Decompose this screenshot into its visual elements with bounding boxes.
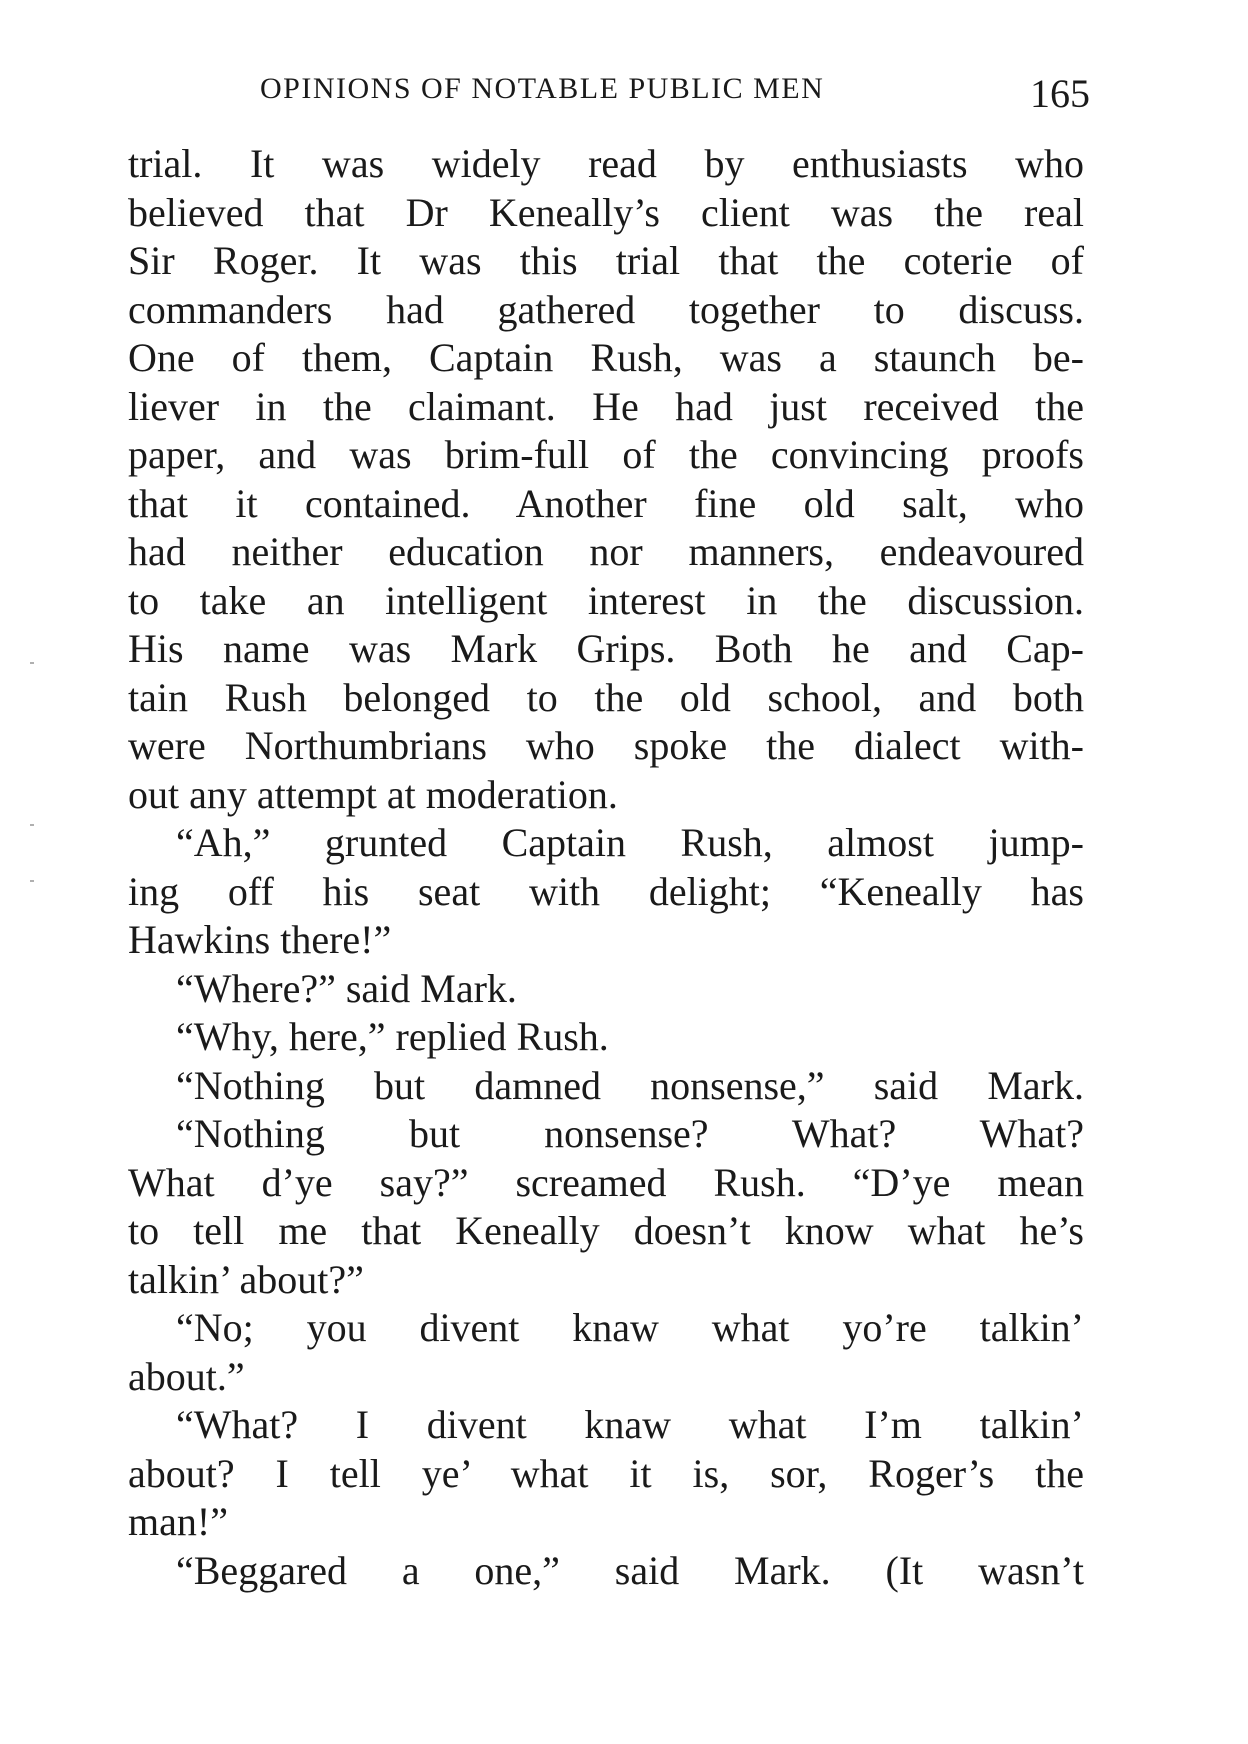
text-line: talkin’ about?”	[128, 1256, 364, 1302]
text-line: “What? I divent knaw what I’m talkin’	[176, 1402, 1084, 1447]
text-line: to take an intelligent interest in the discussion.	[128, 577, 1084, 623]
page-number: 165	[1030, 71, 1090, 116]
text-line: “Why, here,” replied Rush.	[176, 1014, 609, 1059]
text-line: “No; you divent knaw what yo’re talkin’	[176, 1305, 1084, 1350]
text-line: What d’ye say?” screamed Rush. “D’ye mean	[128, 1159, 1084, 1205]
text-line: to tell me that Keneally doesn’t know what he’s	[128, 1208, 1084, 1253]
text-line: man!”	[128, 1499, 228, 1544]
running-title: OPINIONS OF NOTABLE PUBLIC MEN	[260, 72, 825, 105]
text-line: “Nothing but damned nonsense,” said Mark.	[176, 1062, 1084, 1108]
text-line: about.”	[128, 1353, 245, 1399]
text-line: ing off his seat with delight; “Keneally has	[128, 868, 1084, 914]
text-line: “Where?” said Mark.	[176, 965, 517, 1011]
text-line: “Beggared a one,” said Mark. (It wasn’t	[176, 1547, 1084, 1593]
margin-speck	[30, 880, 34, 882]
text-line: One of them, Captain Rush, was a staunch be-	[128, 335, 1084, 380]
text-line: commanders had gathered together to discuss.	[128, 286, 1084, 332]
body-text	[128, 140, 1084, 1595]
text-line: paper, and was brim-full of the convincing proofs	[128, 432, 1084, 477]
text-line: tain Rush belonged to the old school, and both	[128, 674, 1084, 720]
text-line: believed that Dr Keneally’s client was the real	[128, 189, 1084, 235]
text-line: liever in the claimant. He had just received the	[128, 383, 1084, 429]
text-line: trial. It was widely read by enthusiasts who	[128, 141, 1084, 186]
text-line: “Ah,” grunted Captain Rush, almost jump-	[176, 820, 1084, 865]
margin-speck	[30, 824, 34, 826]
text-line: about? I tell ye’ what it is, sor, Roger’s the	[128, 1450, 1084, 1496]
text-line: Hawkins there!”	[128, 917, 392, 962]
text-line: had neither education nor manners, endeavoured	[128, 529, 1084, 574]
text-line: out any attempt at moderation.	[128, 771, 618, 817]
text-line: Sir Roger. It was this trial that the coterie of	[128, 238, 1084, 283]
margin-speck	[30, 662, 34, 664]
text-line: were Northumbrians who spoke the dialect with-	[128, 723, 1084, 768]
text-line: “Nothing but nonsense? What? What?	[176, 1111, 1084, 1156]
running-head	[260, 72, 1090, 122]
text-line: His name was Mark Grips. Both he and Cap-	[128, 626, 1084, 671]
text-line: that it contained. Another fine old salt, who	[128, 480, 1084, 526]
